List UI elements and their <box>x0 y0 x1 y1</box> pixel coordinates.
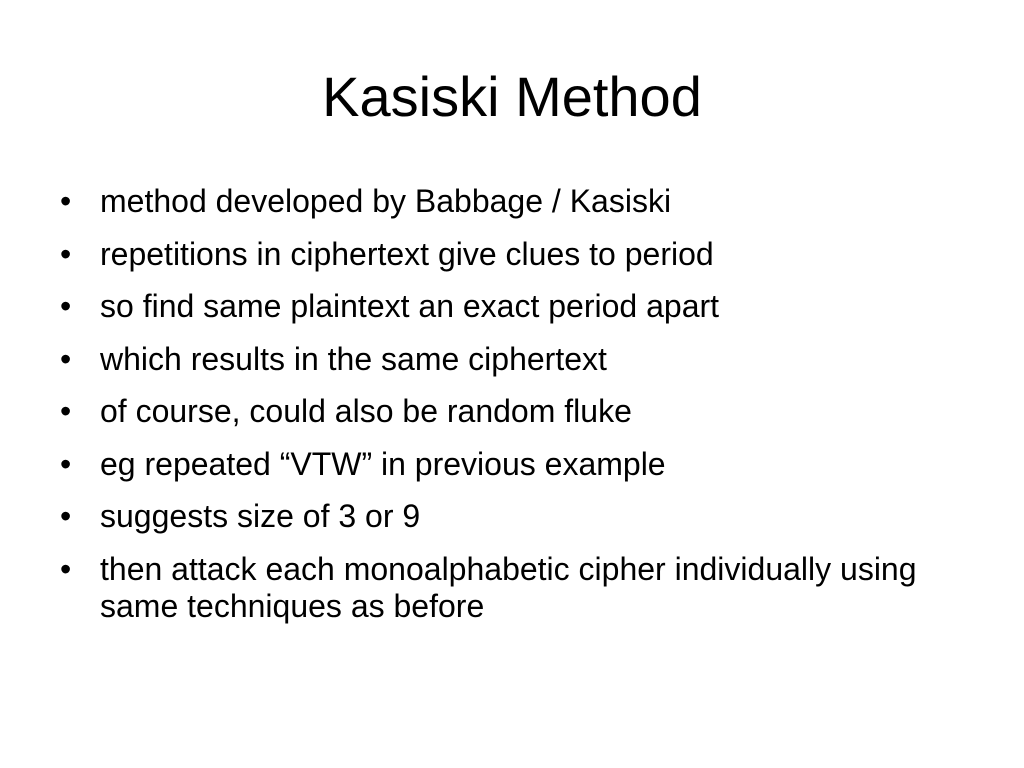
bullet-item <box>58 288 978 325</box>
bullet-item <box>58 551 978 625</box>
bullet-text: so find same plaintext an exact period apart <box>100 288 720 324</box>
bullet-item <box>58 393 978 430</box>
bullet-text: suggests size of 3 or 9 <box>100 498 421 534</box>
bullet-text: then attack each monoalphabetic cipher individually using same techniques as before <box>100 550 917 624</box>
bullet-list <box>58 183 978 640</box>
bullet-item <box>58 183 978 220</box>
slide-title: Kasiski Method <box>322 65 702 128</box>
bullet-item <box>58 446 978 483</box>
bullet-marker: • <box>60 393 72 429</box>
bullet-text: eg repeated “VTW” in previous example <box>100 445 666 482</box>
bullet-marker: • <box>60 340 72 377</box>
bullet-marker: • <box>60 445 72 482</box>
bullet-marker: • <box>60 183 72 219</box>
bullet-marker: • <box>60 550 72 587</box>
bullet-marker: • <box>60 498 72 534</box>
bullet-item <box>58 498 978 535</box>
bullet-text: method developed by Babbage / Kasiski <box>100 183 672 219</box>
bullet-item <box>58 236 978 273</box>
bullet-text: of course, could also be random fluke <box>100 393 632 429</box>
bullet-item <box>58 341 978 378</box>
bullet-marker: • <box>60 288 72 324</box>
bullet-marker: • <box>60 235 72 272</box>
bullet-text: repetitions in ciphertext give clues to period <box>100 235 714 272</box>
bullet-text: which results in the same ciphertext <box>100 340 607 377</box>
